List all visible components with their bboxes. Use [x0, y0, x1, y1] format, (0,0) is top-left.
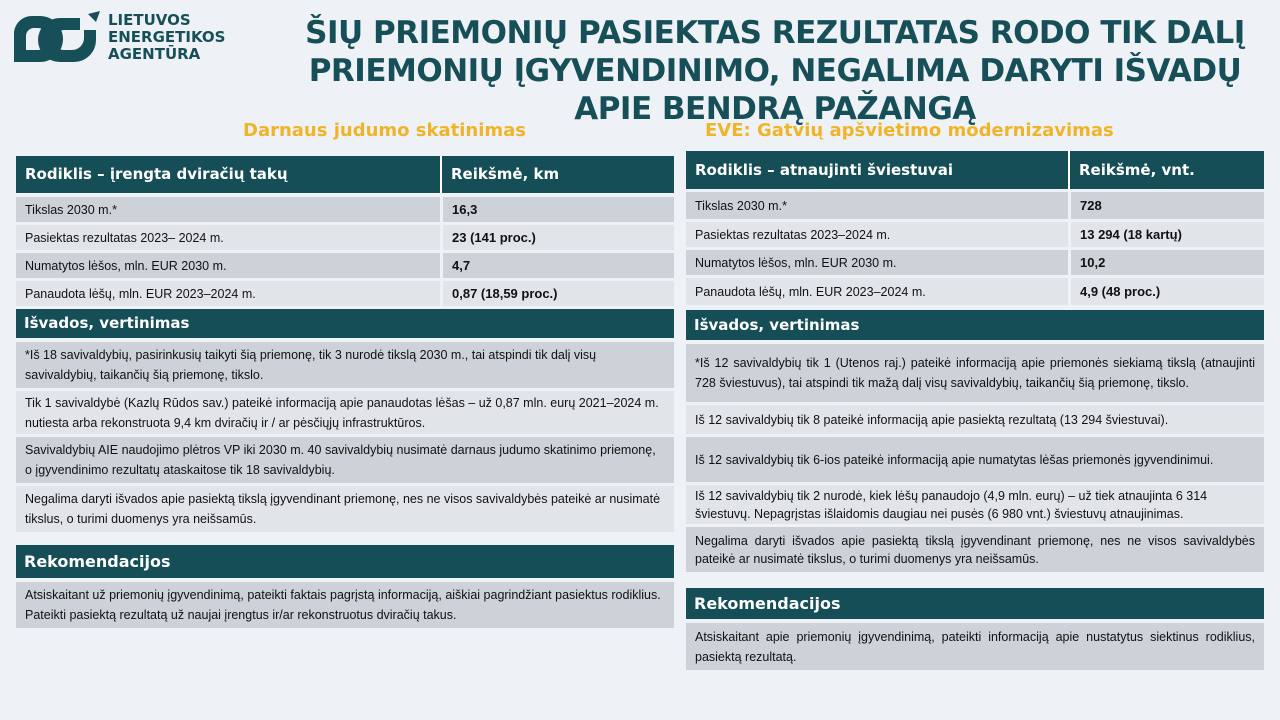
table-row — [686, 192, 1264, 219]
conclusion-item: Negalima daryti išvados apie pasiektą tikslą įgyvendinant priemonę, nes ne visos savivaldybės pateikė ar nusimatė tikslus, o turimi duomenys yra neišsamūs. — [686, 527, 1264, 572]
conclusion-item: Iš 12 savivaldybių tik 6-ios pateikė informaciją apie numatytas lėšas priemonės įgyvendinimui. — [686, 437, 1264, 482]
cell: Tikslas 2030 m.* — [25, 202, 117, 217]
indicator-table-right — [686, 192, 1264, 305]
table-row — [686, 278, 1264, 305]
table-row — [16, 281, 674, 306]
table-row — [686, 222, 1264, 247]
logo-text — [108, 12, 225, 63]
table-row — [16, 197, 674, 222]
conclusion-item: *Iš 12 savivaldybių tik 1 (Utenos raj.) pateikė informaciją apie priemonės siekiamą tikslą (atnaujinti 728 šviestuvus), tai atspindi tik mažą dalį visų savivaldybių, taikančių šią priemonę, tikslo. — [686, 344, 1264, 402]
logo — [10, 10, 230, 70]
table-row — [686, 250, 1264, 275]
logo-line: AGENTŪRA — [108, 45, 201, 63]
recommendations-header-left: Rekomendacijos — [16, 545, 674, 578]
conclusion-item: Savivaldybių AIE naudojimo plėtros VP iki 2030 m. 40 savivaldybių nusimatė darnaus judumo skatinimo priemonę, o įgyvendinimo rezultatų ataskaitose tik 18 savivaldybių. — [16, 437, 674, 483]
conclusion-item: Negalima daryti išvados apie pasiektą tikslą įgyvendinant priemonę, nes ne visos savivaldybės pateikė ar nusimatė tikslus, o turimi duomenys yra neišsamūs. — [16, 486, 674, 532]
section-title-left: Darnaus judumo skatinimas — [243, 120, 526, 141]
conclusion-item: Tik 1 savivaldybė (Kazlų Rūdos sav.) pateikė informaciją apie panaudotas lėšas – už 0,87 mln. eurų 2021–2024 m. nutiesta arba rekonstruota 9,4 km dviračių ir / ar pėsčiųjų infrastruktūros. — [16, 391, 674, 434]
cell: Panaudota lėšų, mln. EUR 2023–2024 m. — [25, 286, 256, 301]
recommendation-text: Atsiskaitant už priemonių įgyvendinimą, pateikti faktais pagrįstą informaciją, aiškiai pagrindžiant pasiektus rodiklius. Pateikti pasiektą rezultatą už naujai įrengtus ir/ar rekonstruotus dviračių takus. — [16, 582, 674, 628]
cell: Numatytos lėšos, mln. EUR 2030 m. — [695, 255, 897, 270]
cell: Panaudota lėšų, mln. EUR 2023–2024 m. — [695, 284, 926, 299]
logo-line: LIETUVOS — [108, 11, 191, 29]
cell: Pasiektas rezultatas 2023– 2024 m. — [25, 230, 224, 245]
cell: 4,9 (48 proc.) — [1068, 278, 1160, 305]
cell: 13 294 (18 kartų) — [1068, 222, 1182, 247]
cell: Tikslas 2030 m.* — [695, 198, 787, 213]
table-header-right — [686, 151, 1264, 189]
table-row — [16, 253, 674, 278]
column-header: Reikšmė, km — [440, 156, 559, 193]
column-header: Reikšmė, vnt. — [1068, 151, 1195, 189]
conclusions-header-right: Išvados, vertinimas — [686, 310, 1264, 340]
logo-line: ENERGETIKOS — [108, 28, 226, 46]
logo-mark-icon — [10, 10, 102, 66]
table-row — [16, 225, 674, 250]
conclusion-item: Iš 12 savivaldybių tik 8 pateikė informaciją apie pasiektą rezultatą (13 294 šviestuvai). — [686, 405, 1264, 434]
page-title: ŠIŲ PRIEMONIŲ PASIEKTAS REZULTATAS RODO TIK DALĮ PRIEMONIŲ ĮGYVENDINIMO, NEGALIMA DARYTI IŠVADŲ APIE BENDRĄ PAŽANGĄ — [305, 15, 1245, 127]
conclusions-header-left: Išvados, vertinimas — [16, 309, 674, 338]
cell: Pasiektas rezultatas 2023–2024 m. — [695, 227, 891, 242]
column-header: Rodiklis – atnaujinti šviestuvai — [695, 160, 953, 179]
cell: Numatytos lėšos, mln. EUR 2030 m. — [25, 258, 227, 273]
cell: 16,3 — [440, 197, 477, 222]
recommendations-header-right: Rekomendacijos — [686, 588, 1264, 619]
indicator-table-left — [16, 197, 674, 306]
section-title-right: EVE: Gatvių apšvietimo modernizavimas — [705, 120, 1114, 141]
cell: 10,2 — [1068, 250, 1105, 275]
table-header-left — [16, 156, 674, 193]
cell: 23 (141 proc.) — [440, 225, 536, 250]
cell: 4,7 — [440, 253, 470, 278]
cell: 728 — [1068, 192, 1102, 219]
cell: 0,87 (18,59 proc.) — [440, 281, 558, 306]
recommendation-text: Atsiskaitant apie priemonių įgyvendinimą, pateikti informaciją apie nustatytus siektinus rodiklius, pasiektą rezultatą. — [686, 623, 1264, 670]
conclusion-item: *Iš 18 savivaldybių, pasirinkusių taikyti šią priemonę, tik 3 nurodė tikslą 2030 m., tai atspindi tik dalį visų savivaldybių, taikančių šią priemonę, tikslo. — [16, 342, 674, 388]
column-header: Rodiklis – įrengta dviračių takų — [25, 165, 288, 183]
conclusion-item: Iš 12 savivaldybių tik 2 nurodė, kiek lėšų panaudojo (4,9 mln. eurų) – už tiek atnaujinta 6 314 šviestuvų. Nepagrįstas išlaidomis daugiau nei pusės (6 980 vnt.) šviestuvų atnaujinimas. — [686, 485, 1264, 524]
